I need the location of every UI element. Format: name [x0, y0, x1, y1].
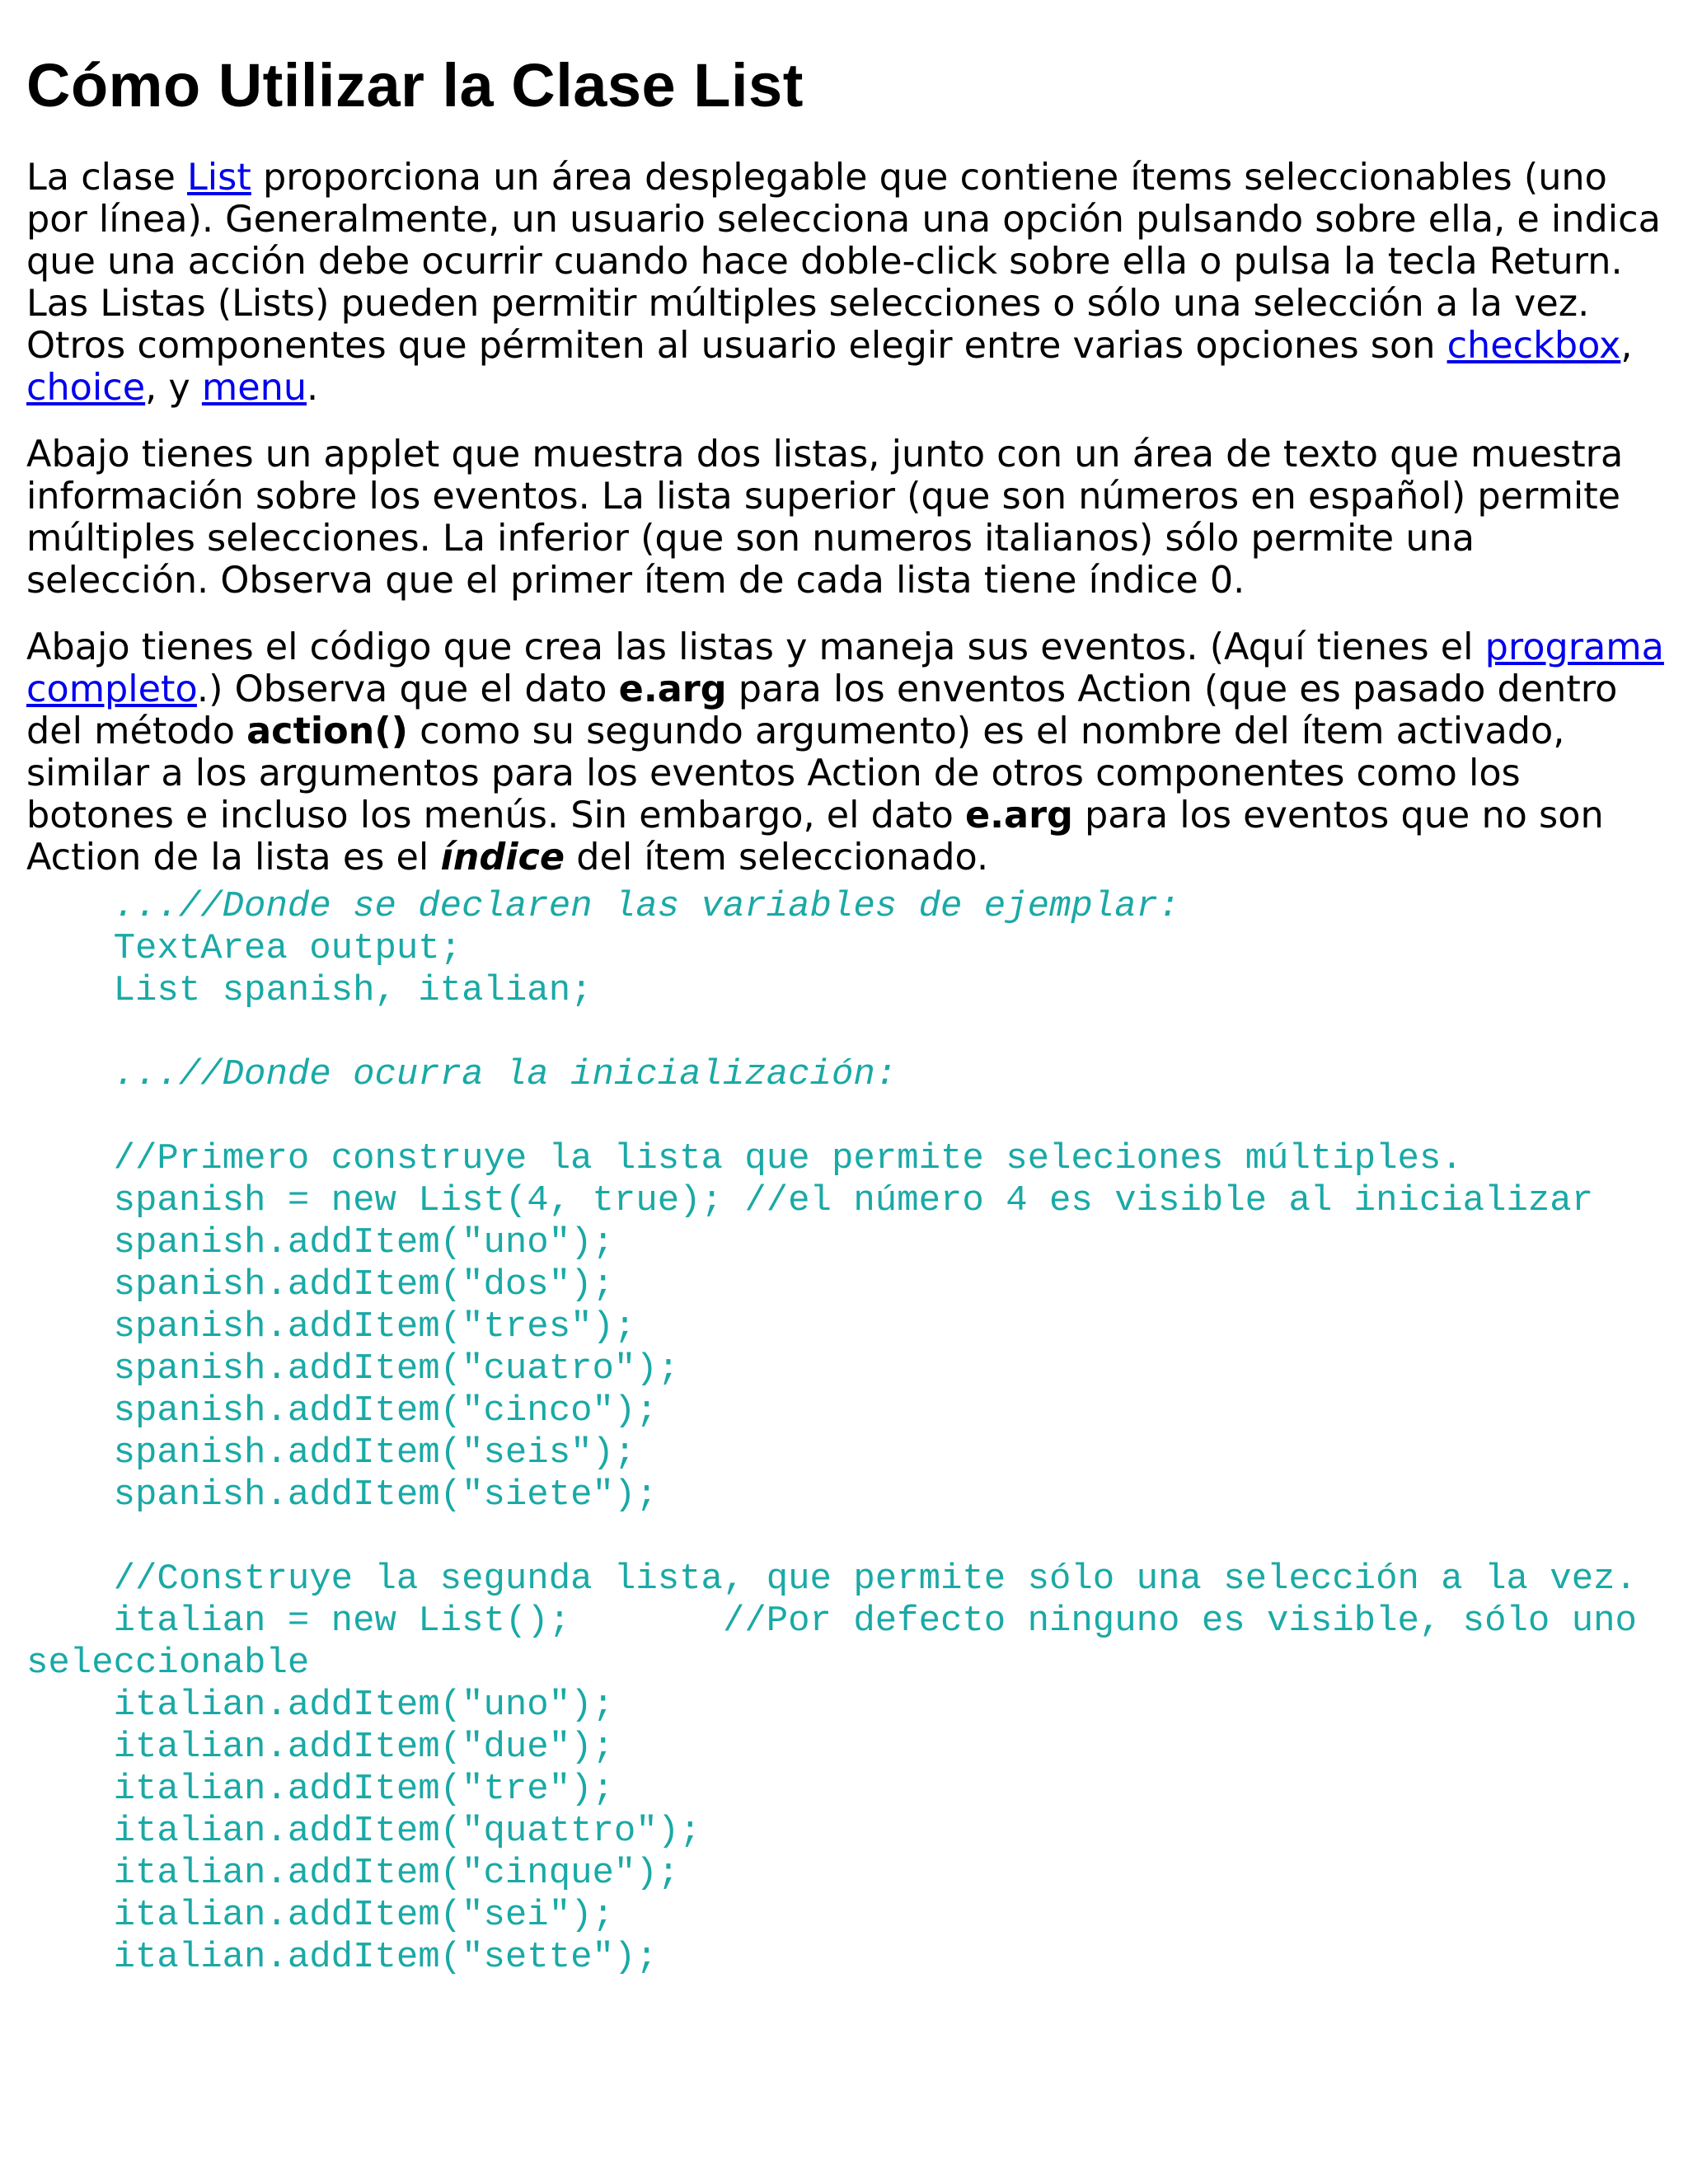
earg-bold-1: e.arg	[618, 668, 727, 710]
code-line: spanish.addItem("uno");	[26, 1222, 614, 1263]
code-intro-text-1: Abajo tienes el código que crea las listas y maneja sus eventos. (Aquí tienes el	[26, 626, 1485, 668]
code-line: spanish.addItem("seis");	[26, 1432, 636, 1474]
code-line: italian.addItem("quattro");	[26, 1811, 701, 1852]
code-line: List spanish, italian;	[26, 970, 593, 1011]
menu-link[interactable]: menu	[201, 367, 307, 409]
intro-text-1: La clase	[26, 157, 188, 199]
code-line: spanish.addItem("cuatro");	[26, 1348, 680, 1390]
intro-text-4: , y	[145, 367, 202, 409]
code-line: spanish = new List(4, true); //el número 4 es visible al inicializar	[26, 1180, 1594, 1221]
choice-link[interactable]: choice	[26, 367, 146, 409]
intro-text-5: .	[307, 367, 319, 409]
indice-bold-italic: índice	[440, 837, 565, 879]
code-line-wrap: seleccionable	[26, 1643, 310, 1684]
code-line: italian.addItem("uno");	[26, 1685, 614, 1726]
code-line: italian = new List(); //Por defecto ninguno es visible, sólo uno	[26, 1601, 1637, 1642]
code-line: italian.addItem("due");	[26, 1727, 614, 1768]
code-line: spanish.addItem("tres");	[26, 1306, 636, 1347]
code-block	[26, 886, 1667, 1979]
code-line: italian.addItem("sei");	[26, 1895, 614, 1936]
code-line: italian.addItem("sette");	[26, 1937, 658, 1978]
code-line: spanish.addItem("siete");	[26, 1474, 658, 1516]
code-line: TextArea output;	[26, 928, 462, 969]
list-link[interactable]: List	[187, 157, 251, 199]
intro-paragraph	[26, 157, 1667, 409]
code-line: spanish.addItem("dos");	[26, 1264, 614, 1305]
code-intro-text-2: .) Observa que el dato	[196, 668, 619, 710]
page-title: Cómo Utilizar la Clase List	[26, 51, 804, 120]
code-intro-paragraph	[26, 626, 1667, 879]
code-intro-text-5: para los eventos que no son Action de la lista es el	[26, 794, 1604, 879]
programa-completo-link[interactable]: programa completo	[26, 626, 1664, 710]
code-intro-text-6: del ítem seleccionado.	[565, 837, 989, 879]
code-comment-init: ...//Donde ocurra la inicialización:	[26, 1054, 898, 1095]
applet-paragraph: Abajo tienes un applet que muestra dos listas, junto con un área de texto que muestra información sobre los eventos. La lista superior (que son números en español) permite múltiples selecciones. La inferior (que son numeros italianos) sólo permite una selección. Observa que el primer ítem de cada lista tiene índice 0.	[26, 434, 1624, 602]
intro-text-2: proporciona un área desplegable que contiene ítems seleccionables (uno por línea). Generalmente, un usuario selecciona una opción pulsando sobre ella, e indica que una acción debe ocurrir cuando hace doble-click sobre ella o pulsa la tecla Return. Las Listas (Lists) pueden permitir múltiples selecciones o sólo una selección a la vez. Otros componentes que pérmiten al usuario elegir entre varias opciones son	[26, 157, 1661, 367]
code-line: spanish.addItem("cinco");	[26, 1390, 658, 1432]
code-comment-second: //Construye la segunda lista, que permite sólo una selección a la vez.	[26, 1558, 1637, 1600]
document-page	[26, 46, 1667, 1979]
code-comment-vars: ...//Donde se declaren las variables de ejemplar:	[26, 886, 1180, 927]
intro-text-3: ,	[1620, 325, 1633, 367]
code-comment-first: //Primero construye la lista que permite seleciones múltiples.	[26, 1138, 1463, 1179]
code-line: italian.addItem("cinque");	[26, 1853, 680, 1894]
checkbox-link[interactable]: checkbox	[1447, 325, 1621, 367]
code-line: italian.addItem("tre");	[26, 1769, 614, 1810]
code-intro-text-4: como su segundo argumento) es el nombre del ítem activado, similar a los argumentos para los eventos Action de otros componentes como los botones e incluso los menús. Sin embargo, el dato	[26, 710, 1565, 837]
code-intro-text-3: para los enventos Action (que es pasado dentro del método	[26, 668, 1618, 752]
action-bold: action()	[246, 710, 409, 752]
earg-bold-2: e.arg	[964, 794, 1073, 837]
